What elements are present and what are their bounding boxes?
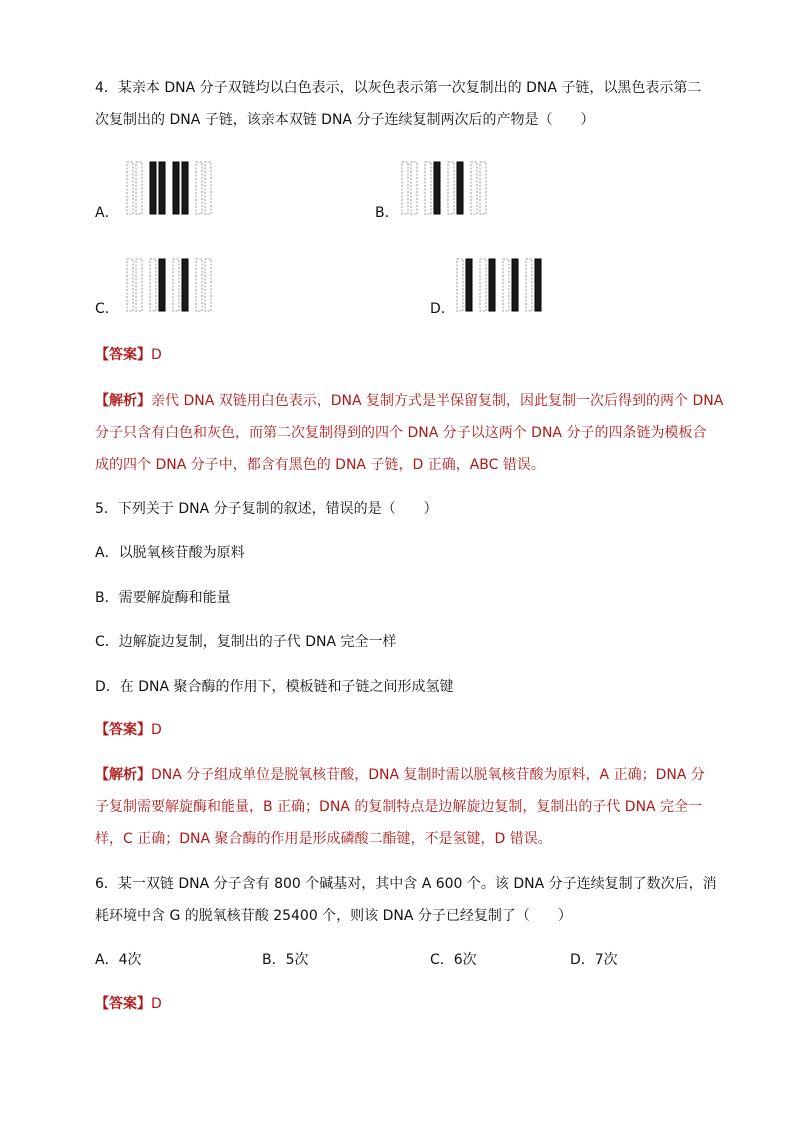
dna-strand-black [535,259,541,311]
q4-analysis-line2: 分子只含有白色和灰色，而第二次复制得到的四个 DNA 分子以这两个 DNA 分子的四条链为模板合 [95,425,707,441]
q5-option-d: D．在 DNA 聚合酶的作用下，模板链和子链之间形成氢键 [95,679,454,695]
q5-option-b: B．需要解旋酶和能量 [95,590,231,606]
q6-option-a: A．4次 [95,952,142,968]
dna-strand-black [489,259,495,311]
dna-strand-white [411,162,417,214]
dna-strand-white [136,259,142,311]
dna-strand-white [173,259,179,311]
q4-option-c-label: C． [95,301,119,317]
q4-analysis-label: 【解析】 [95,393,151,409]
dna-strand-white [526,259,532,311]
q4-answer-value: D [151,347,162,363]
dna-strand-black [150,162,156,214]
q6-option-b: B．5次 [262,952,309,968]
dna-strand-white [480,259,486,311]
dna-strand-white [196,259,202,311]
dna-strand-black [182,259,188,311]
dna-strand-black [159,162,165,214]
q6-answer-label: 【答案】 [95,996,151,1012]
q5-analysis-line3: 样，C 正确；DNA 聚合酶的作用是形成磷酸二酯键，不是氢键，D 错误。 [95,831,552,847]
q5-answer [95,720,162,740]
q4-option-c-figure [125,255,240,315]
q4-stem-line1: 4．某亲本 DNA 分子双链均以白色表示，以灰色表示第一次复制出的 DNA 子链，以黑色表示第二 [95,80,702,96]
q4-analysis-text1: 亲代 DNA 双链用白色表示，DNA 复制方式是半保留复制，因此复制一次后得到的两个 DNA [151,393,724,409]
q5-stem: 5．下列关于 DNA 分子复制的叙述，错误的是（ ） [95,501,438,517]
q6-stem-line2: 耗环境中含 G 的脱氧核苷酸 25400 个，则该 DNA 分子已经复制了（ ） [95,908,572,924]
q6-answer [95,994,162,1014]
q4-option-a-figure [125,158,235,218]
dna-strand-white [480,162,486,214]
q5-analysis-line1 [95,765,705,785]
dna-strand-white [503,259,509,311]
dna-strand-white [127,259,133,311]
q5-answer-value: D [151,722,162,738]
q5-option-a: A．以脱氧核苷酸为原料 [95,545,245,561]
dna-strand-black [466,259,472,311]
dna-strand-black [457,162,463,214]
q4-option-a-label: A． [95,205,119,221]
dna-strand-black [434,162,440,214]
dna-strand-black [173,162,179,214]
q4-stem-line2: 次复制出的 DNA 子链，该亲本双链 DNA 分子连续复制两次后的产物是（ ） [95,112,595,128]
dna-strand-white [127,162,133,214]
dna-strand-white [150,259,156,311]
dna-strand-black [182,162,188,214]
q4-answer [95,345,162,365]
dna-strand-black [159,259,165,311]
q4-option-b-figure [400,158,510,218]
q6-option-c: C．6次 [430,952,477,968]
q4-answer-label: 【答案】 [95,347,151,363]
q5-analysis-line2: 子复制需要解旋酶和能量，B 正确；DNA 的复制特点是边解旋边复制，复制出的子代 DNA 完全一 [95,799,703,815]
q4-option-d-figure [455,255,570,315]
dna-strand-white [205,162,211,214]
dna-strand-white [457,259,463,311]
q4-option-b-label: B． [375,205,399,221]
q5-option-c: C．边解旋边复制，复制出的子代 DNA 完全一样 [95,634,397,650]
dna-strand-white [425,162,431,214]
q6-option-d: D．7次 [570,952,618,968]
dna-strand-white [402,162,408,214]
q4-analysis-line3: 成的四个 DNA 分子中，都含有黑色的 DNA 子链，D 正确，ABC 错误。 [95,457,545,473]
dna-strand-white [448,162,454,214]
dna-strand-white [196,162,202,214]
q4-analysis-line1 [95,391,723,411]
q6-stem-line1: 6．某一双链 DNA 分子含有 800 个碱基对，其中含 A 600 个。该 DNA 分子连续复制了数次后，消 [95,876,717,892]
q5-answer-label: 【答案】 [95,722,151,738]
dna-strand-white [136,162,142,214]
dna-strand-white [205,259,211,311]
q5-analysis-text1: DNA 分子组成单位是脱氧核苷酸，DNA 复制时需以脱氧核苷酸为原料，A 正确；DNA 分 [151,767,705,783]
dna-strand-white [471,162,477,214]
q4-option-d-label: D． [430,301,455,317]
q5-analysis-label: 【解析】 [95,767,151,783]
dna-strand-black [512,259,518,311]
q6-answer-value: D [151,996,162,1012]
